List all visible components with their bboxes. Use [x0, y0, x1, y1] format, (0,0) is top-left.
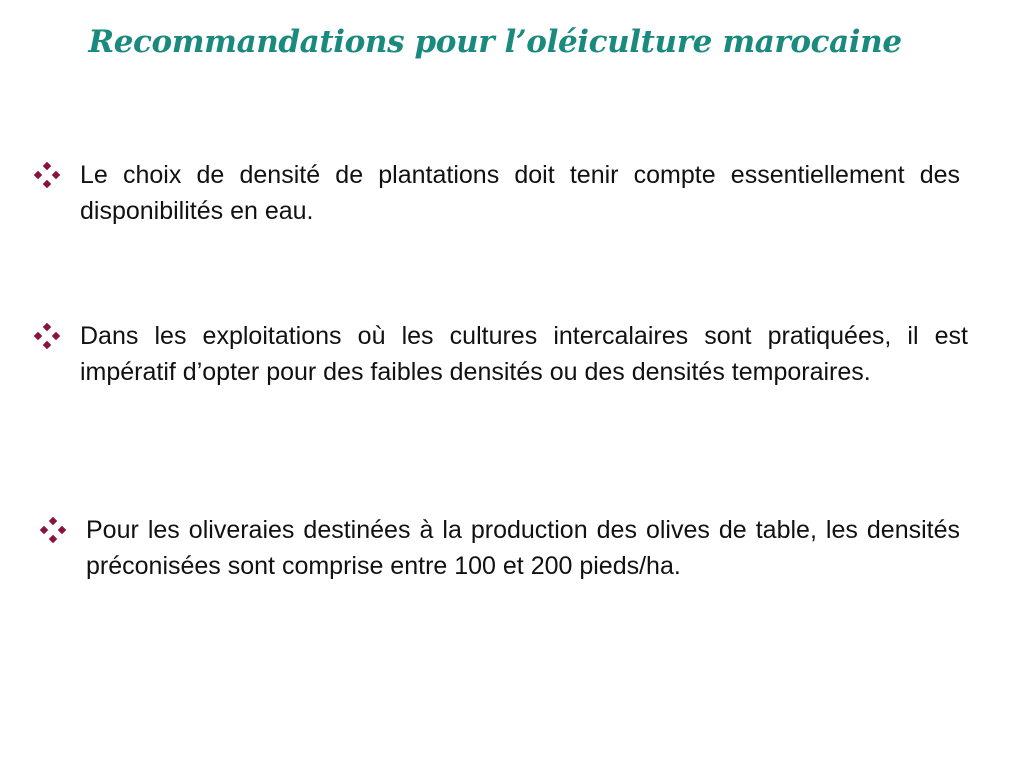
bullet-item	[34, 157, 960, 229]
slide-title: Recommandations pour l’oléiculture marocaine	[88, 24, 902, 60]
bullet-text: Le choix de densité de plantations doit tenir compte essentiellement des disponibilités en eau.	[80, 161, 960, 225]
bullet-item	[40, 512, 960, 584]
diamond-bullet-icon	[34, 323, 60, 349]
diamond-bullet-icon	[40, 517, 66, 543]
bullet-item	[34, 318, 968, 390]
bullet-text: Pour les oliveraies destinées à la production des olives de table, les densités préconisées sont comprise entre 100 et 200 pieds/ha.	[86, 516, 960, 580]
diamond-bullet-icon	[34, 162, 60, 188]
bullet-text: Dans les exploitations où les cultures intercalaires sont pratiquées, il est impératif d’opter pour des faibles densités ou des densités temporaires.	[80, 322, 968, 386]
